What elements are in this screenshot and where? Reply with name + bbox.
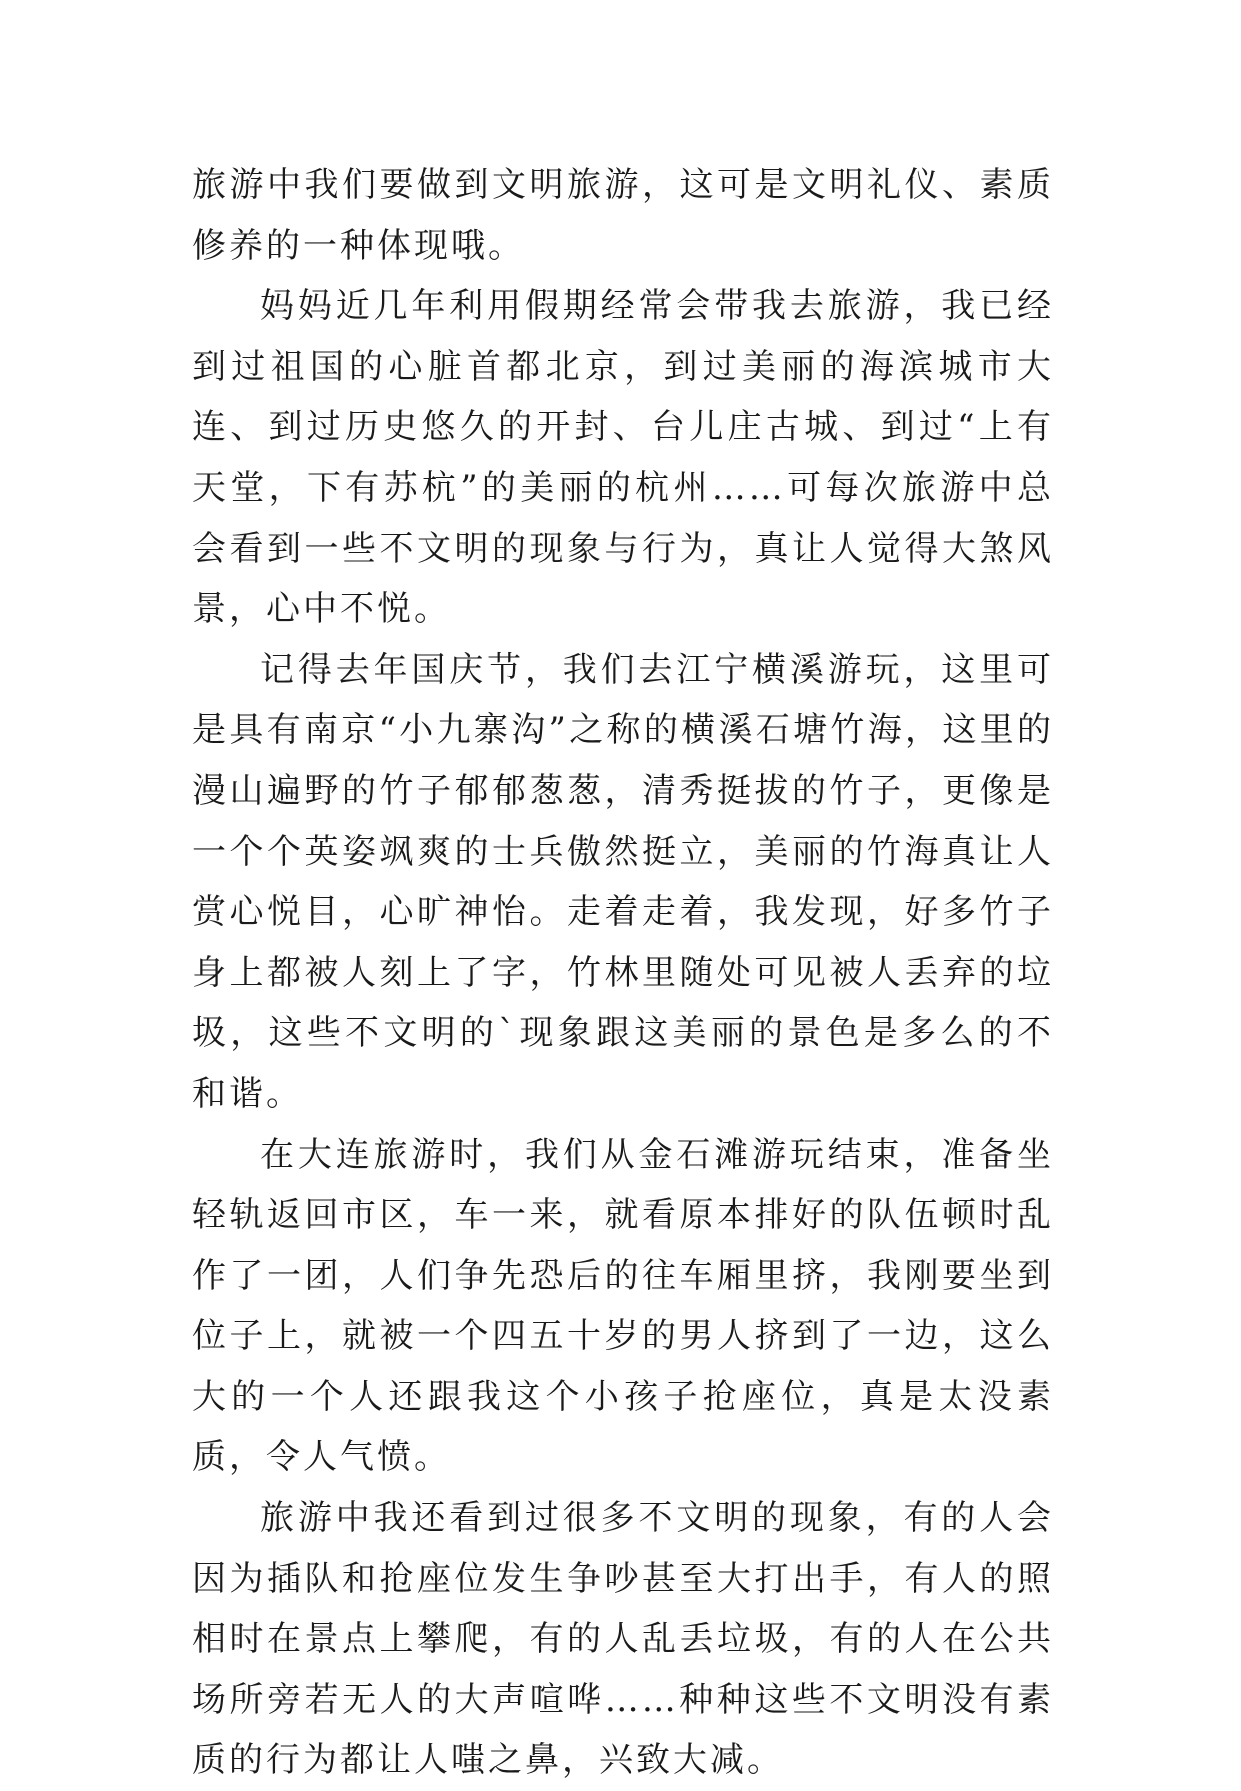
paragraph-travel-history: 妈妈近几年利用假期经常会带我去旅游，我已经到过祖国的心脏首都北京，到过美丽的海滨城市大连、到过历史悠久的开封、台儿庄古城、到过“上有天堂，下有苏杭”的美丽的杭州……可每次旅游中总会看到一些不文明的现象与行为，真让人觉得大煞风景，心中不悦。 (192, 286, 1054, 630)
essay-body (192, 155, 1054, 1791)
paragraph-continuation: 旅游中我们要做到文明旅游，这可是文明礼仪、素质修养的一种体现哦。 (192, 165, 1054, 266)
paragraph-uncivilized-behavior: 旅游中我还看到过很多不文明的现象，有的人会因为插队和抢座位发生争吵甚至大打出手，有人的照相时在景点上攀爬，有的人乱丢垃圾，有的人在公共场所旁若无人的大声喧哗……种种这些不文明没有素质的行为都让人嗤之鼻，兴致大减。 (192, 1498, 1054, 1781)
paragraph-bamboo-sea: 记得去年国庆节，我们去江宁横溪游玩，这里可是具有南京“小九寨沟”之称的横溪石塘竹海，这里的漫山遍野的竹子郁郁葱葱，清秀挺拔的竹子，更像是一个个英姿飒爽的士兵傲然挺立，美丽的竹海真让人赏心悦目，心旷神怡。走着走着，我发现，好多竹子身上都被人刻上了字，竹林里随处可见被人丢弃的垃圾，这些不文明的`现象跟这美丽的景色是多么的不和谐。 (192, 649, 1054, 1114)
paragraph-dalian-train: 在大连旅游时，我们从金石滩游玩结束，准备坐轻轨返回市区，车一来，就看原本排好的队伍顿时乱作了一团，人们争先恐后的往车厢里挤，我刚要坐到位子上，就被一个四五十岁的男人挤到了一边，这么大的一个人还跟我这个小孩子抢座位，真是太没素质，令人气愤。 (192, 1134, 1054, 1478)
